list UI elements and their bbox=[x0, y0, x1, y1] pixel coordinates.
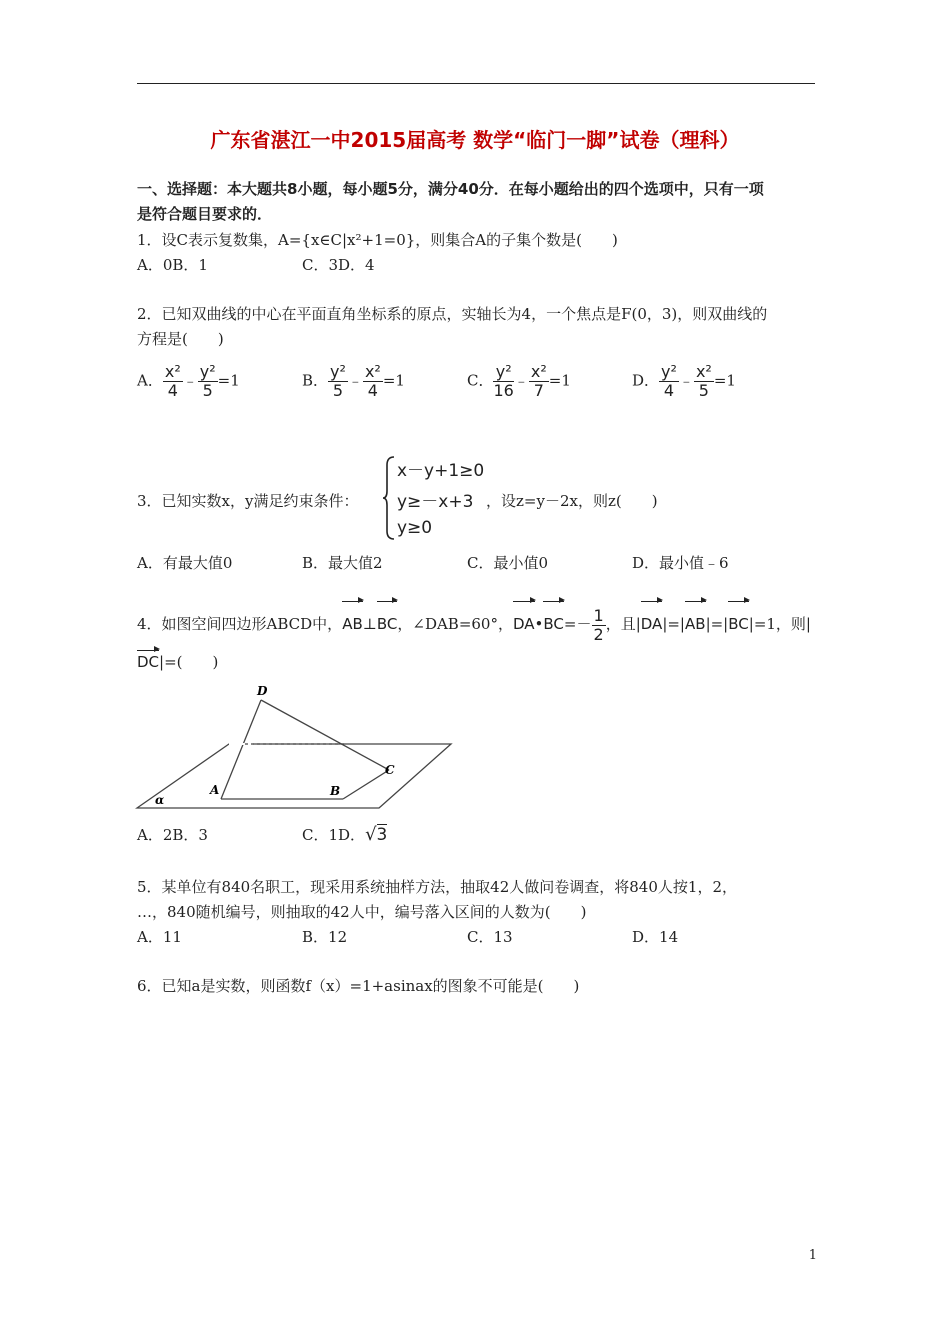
label-b: B bbox=[330, 784, 341, 798]
q1-stem: 1．设C表示复数集，A={x∈C|x²+1=0}，则集合A的子集个数是( ) bbox=[137, 231, 618, 249]
q4-stem-line1: 4．如图空间四边形ABCD中，AB⊥BC，∠DAB=60°，DA•BC=－ $\frac{1}{2}$ ，且|DA|=|AB|=|BC|=1，则| bbox=[137, 605, 811, 644]
q6-stem: 6．已知a是实数，则函数f（x）=1+asinax的图象不可能是( ) bbox=[137, 977, 580, 995]
page-number: 1 bbox=[808, 1248, 817, 1263]
edge-bc bbox=[343, 770, 389, 799]
q5-stem-line2: …，840随机编号，则抽取的42人中，编号落入区间的人数为( ) bbox=[137, 903, 587, 921]
q2-option-a: A． $\frac{\text{x²}}{4}$ ﹣ $\frac{\text{y²}}{5}$ =1 bbox=[137, 362, 240, 400]
label-a: A bbox=[210, 783, 220, 797]
q2-option-c: C． $\frac{\text{y²}}{16}$ ﹣ $\frac{\text{x²}}{7}$ =1 bbox=[467, 362, 571, 400]
q5-option-a: A．11 bbox=[137, 928, 182, 946]
q5-option-d: D．14 bbox=[632, 928, 679, 946]
q3-brace bbox=[382, 455, 396, 541]
q4-figure bbox=[135, 682, 455, 812]
q5-option-c: C．13 bbox=[467, 928, 513, 946]
q2-option-b: B． $\frac{\text{y²}}{5}$ ﹣ $\frac{\text{x²}}{4}$ =1 bbox=[302, 362, 405, 400]
q5-option-b: B．12 bbox=[302, 928, 348, 946]
section-heading-line2: 是符合题目要求的． bbox=[137, 205, 273, 223]
edge-dc bbox=[261, 700, 389, 770]
q3-option-a: A．有最大值0 bbox=[137, 554, 233, 572]
header-rule bbox=[137, 83, 815, 84]
q3-option-b: B．最大值2 bbox=[302, 554, 383, 572]
q2-option-d: D． $\frac{\text{y²}}{4}$ ﹣ $\frac{\text{x²}}{5}$ =1 bbox=[632, 362, 736, 400]
q3-option-d: D．最小值﹣6 bbox=[632, 554, 729, 572]
edge-da bbox=[221, 700, 261, 799]
q5-stem-line1: 5．某单位有840名职工，现采用系统抽样方法，抽取42人做问卷调查，将840人按1，2， bbox=[137, 878, 737, 896]
label-alpha: α bbox=[155, 793, 165, 807]
q4-stem-line2: DC|=( ) bbox=[137, 653, 219, 671]
q1-option-ab: A．0B．1 bbox=[137, 256, 208, 274]
q3-constraint-2: y≥－x+3 bbox=[397, 492, 474, 512]
q3-suffix: ，设z=y－2x，则z( ) bbox=[486, 492, 658, 510]
q4-option-cd: C．1D．√3 bbox=[302, 824, 388, 845]
q4-option-ab: A．2B．3 bbox=[137, 826, 208, 844]
q3-constraint-3: y≥0 bbox=[397, 518, 433, 538]
page-title: 广东省湛江一中2015届高考 数学“临门一脚”试卷（理科） bbox=[210, 128, 740, 152]
section-heading-line1: 一、选择题：本大题共8小题，每小题5分，满分40分．在每小题给出的四个选项中，只有一项 bbox=[137, 180, 764, 198]
q3-option-c: C．最小值0 bbox=[467, 554, 549, 572]
q2-stem-line2: 方程是( ) bbox=[137, 330, 224, 348]
q3-prefix: 3．已知实数x，y满足约束条件： bbox=[137, 492, 359, 510]
q2-stem-line1: 2．已知双曲线的中心在平面直角坐标系的原点，实轴长为4，一个焦点是F(0，3)，则双曲线的 bbox=[137, 305, 768, 323]
label-d: D bbox=[257, 684, 268, 698]
q1-option-cd: C．3D．4 bbox=[302, 256, 375, 274]
q3-constraint-1: x－y+1≥0 bbox=[397, 461, 485, 481]
label-c: C bbox=[385, 763, 395, 777]
